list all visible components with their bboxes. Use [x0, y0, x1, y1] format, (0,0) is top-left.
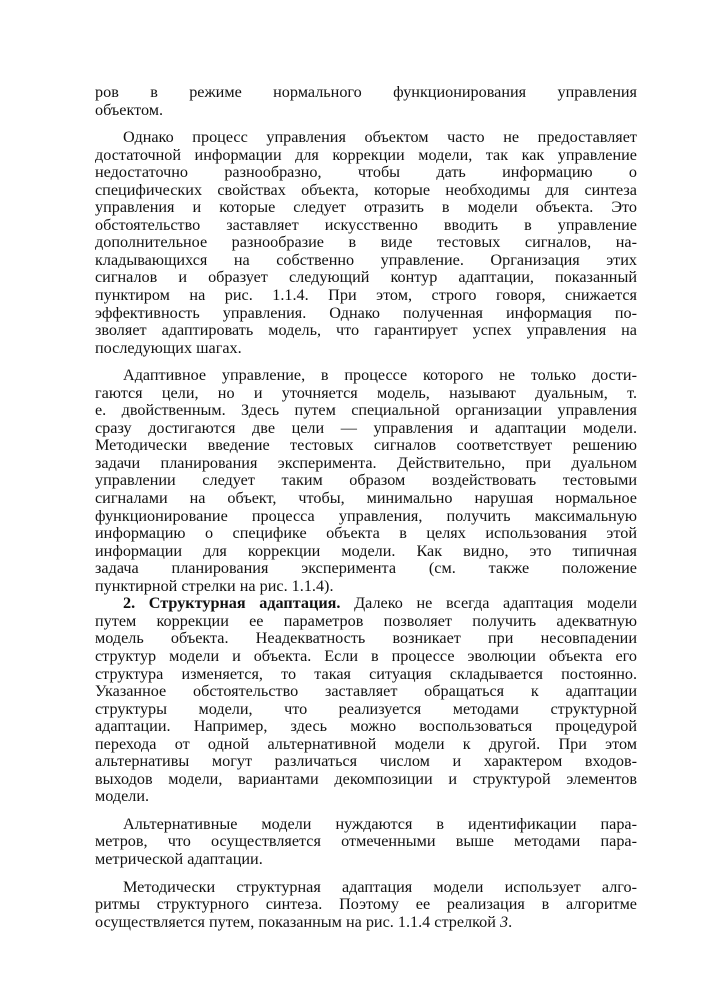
text-line: Указанное обстоятельство заставляет обращаться к адаптации [95, 682, 637, 701]
text-line: сигналов и образует следующий контур адаптации, показанный [95, 268, 637, 287]
text-line: метров, что осуществляется отмеченными выше методами пара- [95, 832, 637, 851]
text-line: зволяет адаптировать модель, что гарантирует успех управления на [95, 321, 637, 340]
paragraph-4 [95, 595, 637, 806]
text-line: адаптации. Например, здесь можно воспользоваться процедурой [95, 717, 637, 736]
paragraph-2 [95, 129, 637, 357]
text-line: модели. [95, 787, 150, 806]
paragraph-5 [95, 816, 637, 869]
document-page [95, 84, 637, 931]
paragraph-3 [95, 367, 637, 595]
text-line [95, 595, 637, 613]
text-line: структур модели и объекта. Если в процессе эволюции объекта его [95, 646, 637, 665]
text-line: пунктирной стрелки на рис. 1.1.4). [95, 576, 334, 595]
text-line: задача планирования эксперимента (см. также положение [95, 559, 637, 578]
text-line: последующих шагах. [95, 338, 242, 357]
text-line: Однако процесс управления объектом часто не предоставляет [123, 128, 637, 147]
text-line: выходов модели, вариантами декомпозиции и структурой элементов [95, 769, 637, 788]
text-line: сразу достигаются две цели — управления и адаптации модели. [95, 418, 637, 437]
paragraph-6 [95, 879, 637, 932]
text-line: перехода от одной альтернативной модели к другой. При этом [95, 734, 637, 753]
text-line: структура изменяется, то такая ситуация складывается постоянно. [95, 664, 637, 683]
paragraph-1 [95, 84, 637, 119]
text-line: ров в режиме нормального функционирования управления [95, 83, 637, 101]
text-line: задачи планирования эксперимента. Действительно, при дуальном [95, 453, 637, 472]
text-line: информации для коррекции модели. Как видно, это типичная [95, 541, 637, 560]
text-line: ритмы структурного синтеза. Поэтому ее реализация в алгоритме [95, 895, 637, 914]
text-line: эффективность управления. Однако полученная информация по- [95, 303, 637, 322]
arrow-number: 3 [499, 912, 509, 931]
text-line: гаются цели, но и уточняется модель, называют дуальным, т. [95, 383, 637, 402]
text-line: модель объекта. Неадекватность возникает при несовпадении [95, 629, 637, 648]
text-line: сигналами на объект, чтобы, минимально нарушая нормальное [95, 489, 637, 508]
text-line: информацию о специфике объекта в целях использования этой [95, 524, 637, 543]
text-line: объектом. [95, 100, 164, 119]
text-line: дополнительное разнообразие в виде тестовых сигналов, на- [95, 233, 637, 252]
text-line: метрической адаптации. [95, 849, 263, 868]
text-fragment: Далеко не всегда адаптация модели [340, 594, 637, 613]
text-line: альтернативы могут различаться числом и характером входов- [95, 752, 637, 771]
text-line: кладывающихся на собственно управление. Организация этих [95, 250, 637, 269]
text-line: достаточной информации для коррекции модели, так как управление [95, 145, 637, 164]
text-line [95, 914, 637, 932]
text-line: е. двойственным. Здесь путем специальной организации управления [95, 401, 637, 420]
section-heading: 2. Структурная адаптация. [123, 594, 341, 613]
text-line: Альтернативные модели нуждаются в идентификации пара- [123, 814, 637, 833]
text-fragment: . [508, 912, 513, 931]
text-line: Методически структурная адаптация модели использует алго- [123, 877, 637, 896]
text-line: специфических свойствах объекта, которые необходимы для синтеза [95, 180, 637, 199]
text-line: путем коррекции ее параметров позволяет получить адекватную [95, 611, 637, 630]
text-line: функционирование процесса управления, получить максимальную [95, 506, 637, 525]
text-line: обстоятельство заставляет искусственно вводить в управление [95, 215, 637, 234]
text-line: недостаточно разнообразно, чтобы дать информацию о [95, 163, 637, 182]
text-line: Адаптивное управление, в процессе которого не только дости- [123, 366, 637, 385]
text-fragment: осуществляется путем, показанным на рис. 1.1.4 стрелкой [95, 912, 500, 931]
text-line: Методически введение тестовых сигналов соответствует решению [95, 436, 637, 455]
text-line: структуры модели, что реализуется методами структурной [95, 699, 637, 718]
text-line: пунктиром на рис. 1.1.4. При этом, строго говоря, снижается [95, 286, 637, 305]
text-line: управления и которые следует отразить в модели объекта. Это [95, 198, 637, 217]
text-line: управлении следует таким образом воздействовать тестовыми [95, 471, 637, 490]
